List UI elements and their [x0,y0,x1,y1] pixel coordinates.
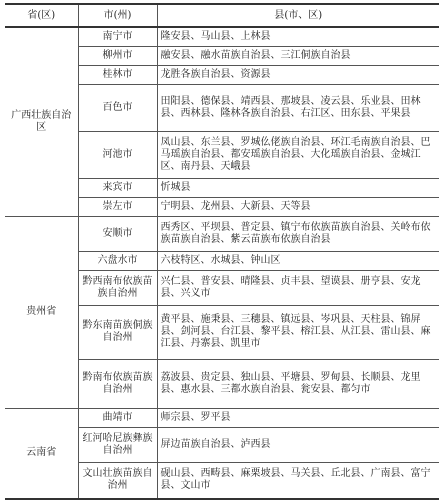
province-cell: 广西壮族自治区 [5,27,78,216]
table-body [5,27,439,499]
city-cell: 曲靖市 [78,408,157,427]
county-cell: 师宗县、罗平县 [157,408,439,427]
city-cell: 安顺市 [78,216,157,251]
county-cell: 西秀区、平坝县、普定县、镇宁布依族苗族自治县、关岭布依族苗族自治县、紫云苗族布依族自治县 [157,216,439,251]
city-cell: 黔东南苗族侗族自治州 [78,305,157,359]
county-cell: 六枝特区、水城县、钟山区 [157,251,439,270]
county-cell: 隆安县、马山县、上林县 [157,27,439,46]
province-cell: 贵州省 [5,216,78,408]
header-city: 市(州) [78,4,157,27]
city-cell: 柳州市 [78,46,157,65]
county-cell: 忻城县 [157,178,439,197]
city-cell: 六盘水市 [78,251,157,270]
city-cell: 南宁市 [78,27,157,46]
city-cell: 黔南布依族苗族自治州 [78,359,157,408]
city-cell: 文山壮族苗族自治州 [78,462,157,499]
city-cell: 黔西南布依族苗族自治州 [78,270,157,305]
region-table [5,3,439,500]
county-cell: 宁明县、龙州县、大新县、天等县 [157,197,439,216]
city-cell: 百色市 [78,84,157,131]
county-cell: 融安县、融水苗族自治县、三江侗族自治县 [157,46,439,65]
table-row [5,408,439,427]
county-cell: 荔波县、贵定县、独山县、平塘县、罗甸县、长顺县、龙里县、惠水县、三都水族自治县、瓮安县、都匀市 [157,359,439,408]
table-header [5,4,439,27]
county-cell: 田阳县、德保县、靖西县、那坡县、凌云县、乐业县、田林县、西林县、隆林各族自治县、右江区、田东县、平果县 [157,84,439,131]
province-cell: 云南省 [5,408,78,499]
city-cell: 来宾市 [78,178,157,197]
county-cell: 兴仁县、普安县、晴隆县、贞丰县、望谟县、册亨县、安龙县、兴义市 [157,270,439,305]
county-cell: 黄平县、施秉县、三穗县、镇远县、岑巩县、天柱县、锦屏县、剑河县、台江县、黎平县、榕江县、从江县、雷山县、麻江县、丹寨县、凯里市 [157,305,439,359]
header-province: 省(区) [5,4,78,27]
city-cell: 桂林市 [78,65,157,84]
table-row [5,216,439,251]
table-row [5,27,439,46]
city-cell: 崇左市 [78,197,157,216]
county-cell: 凤山县、东兰县、罗城仫佬族自治县、环江毛南族自治县、巴马瑶族自治县、都安瑶族自治县、大化瑶族自治县、金城江区、南丹县、天峨县 [157,131,439,178]
county-cell: 龙胜各族自治县、资源县 [157,65,439,84]
county-cell: 砚山县、西畴县、麻栗坡县、马关县、丘北县、广南县、富宁县、文山市 [157,462,439,499]
city-cell: 河池市 [78,131,157,178]
city-cell: 红河哈尼族彝族自治州 [78,427,157,462]
county-cell: 屏边苗族自治县、泸西县 [157,427,439,462]
header-county: 县(市、区) [157,4,439,27]
